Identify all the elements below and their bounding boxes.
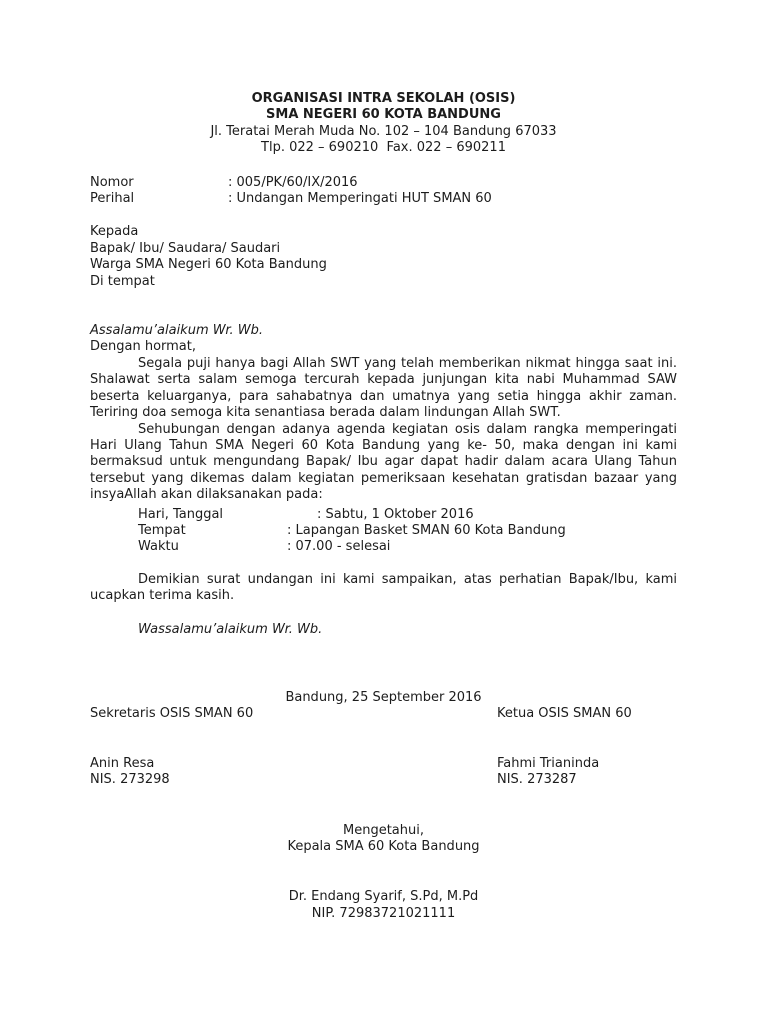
opening-salutation: Assalamu’alaikum Wr. Wb. bbox=[90, 323, 264, 339]
recipient-place: Di tempat bbox=[90, 273, 155, 289]
chairman-nis: NIS. 273287 bbox=[497, 772, 577, 788]
recipient-kepada: Kepada bbox=[90, 224, 139, 240]
nomor-row bbox=[90, 175, 677, 191]
chairman-title: Ketua OSIS SMAN 60 bbox=[497, 706, 632, 722]
headmaster-title: Kepala SMA 60 Kota Bandung bbox=[287, 839, 480, 854]
endorsement-block bbox=[90, 823, 677, 923]
date-line: Bandung, 25 September 2016 bbox=[285, 689, 482, 705]
nomor-value: : 005/PK/60/IX/2016 bbox=[228, 174, 358, 190]
chairman-name: Fahmi Trianinda bbox=[497, 755, 600, 771]
signature-block bbox=[90, 690, 677, 789]
event-time-value: : 07.00 - selesai bbox=[287, 539, 391, 555]
signature-names-row bbox=[90, 756, 677, 772]
event-date-label: Hari, Tanggal bbox=[138, 506, 224, 522]
perihal-label: Perihal bbox=[90, 191, 135, 207]
endorsement-identity bbox=[90, 889, 677, 922]
nomor-label: Nomor bbox=[90, 174, 134, 190]
perihal-value: : Undangan Memperingati HUT SMAN 60 bbox=[228, 191, 492, 207]
recipient-salutation: Bapak/ Ibu/ Saudara/ Saudari bbox=[90, 240, 281, 256]
organization-name: ORGANISASI INTRA SEKOLAH (OSIS) bbox=[251, 91, 516, 106]
event-time-label: Waktu bbox=[138, 539, 179, 555]
signature-titles-row bbox=[90, 706, 677, 722]
letter-content bbox=[90, 91, 677, 922]
endorsement-heading bbox=[90, 823, 677, 856]
letter-meta bbox=[90, 175, 677, 208]
event-row-place bbox=[138, 523, 677, 539]
paragraph-2: Sehubungan dengan adanya agenda kegiatan osis dalam rangka memperingati Hari Ulang Tahun SMA Negeri 60 Kota Bandung yang ke- 50, maka dengan ini kami bermaksud untuk mengundang Bapak/ Ibu agar dapat hadir dalam acara Ulang Tahun tersebut yang dikemas dalam kegiatan pemeriksaan kesehatan gratisdan bazaar yang insyaAllah akan dilaksanakan pada: bbox=[90, 421, 677, 503]
headmaster-nip: NIP. 72983721021111 bbox=[311, 905, 456, 921]
recipient-group: Warga SMA Negeri 60 Kota Bandung bbox=[90, 257, 327, 273]
mengetahui-line: Mengetahui, bbox=[343, 822, 424, 838]
secretary-name: Anin Resa bbox=[90, 755, 155, 771]
hormat-line: Dengan hormat, bbox=[90, 339, 197, 355]
address-line: Jl. Teratai Merah Muda No. 102 – 104 Bandung 67033 bbox=[210, 123, 557, 139]
event-place-value: : Lapangan Basket SMAN 60 Kota Bandung bbox=[287, 522, 566, 538]
event-details bbox=[90, 507, 677, 556]
event-row-date bbox=[138, 507, 677, 523]
event-row-time bbox=[138, 539, 677, 555]
event-date-value: : Sabtu, 1 Oktober 2016 bbox=[317, 506, 474, 522]
recipient-block bbox=[90, 224, 677, 290]
closing-paragraph: Demikian surat undangan ini kami sampaikan, atas perhatian Bapak/Ibu, kami ucapkan terima kasih. bbox=[90, 571, 677, 604]
closing-salutation: Wassalamu’alaikum Wr. Wb. bbox=[138, 621, 323, 637]
perihal-row bbox=[90, 191, 677, 207]
headmaster-name: Dr. Endang Syarif, S.Pd, M.Pd bbox=[288, 889, 479, 905]
event-place-label: Tempat bbox=[138, 522, 186, 538]
signature-ids-row bbox=[90, 772, 677, 788]
paragraph-1: Segala puji hanya bagi Allah SWT yang telah memberikan nikmat hingga saat ini. Shalawat serta salam semoga tercurah kepada junjungan kita nabi Muhammad SAW beserta keluarganya, para sahabatnya dan umatnya yang setia hingga akhir zaman. Teriring doa semoga kita senantiasa berada dalam lindungan Allah SWT. bbox=[90, 355, 677, 421]
secretary-nis: NIS. 273298 bbox=[90, 772, 170, 788]
secretary-title: Sekretaris OSIS SMAN 60 bbox=[90, 706, 254, 722]
letter-body bbox=[90, 323, 677, 638]
phone-fax-line: Tlp. 022 – 690210 Fax. 022 – 690211 bbox=[261, 140, 506, 156]
letterhead bbox=[90, 91, 677, 157]
school-name: SMA NEGERI 60 KOTA BANDUNG bbox=[266, 107, 501, 123]
